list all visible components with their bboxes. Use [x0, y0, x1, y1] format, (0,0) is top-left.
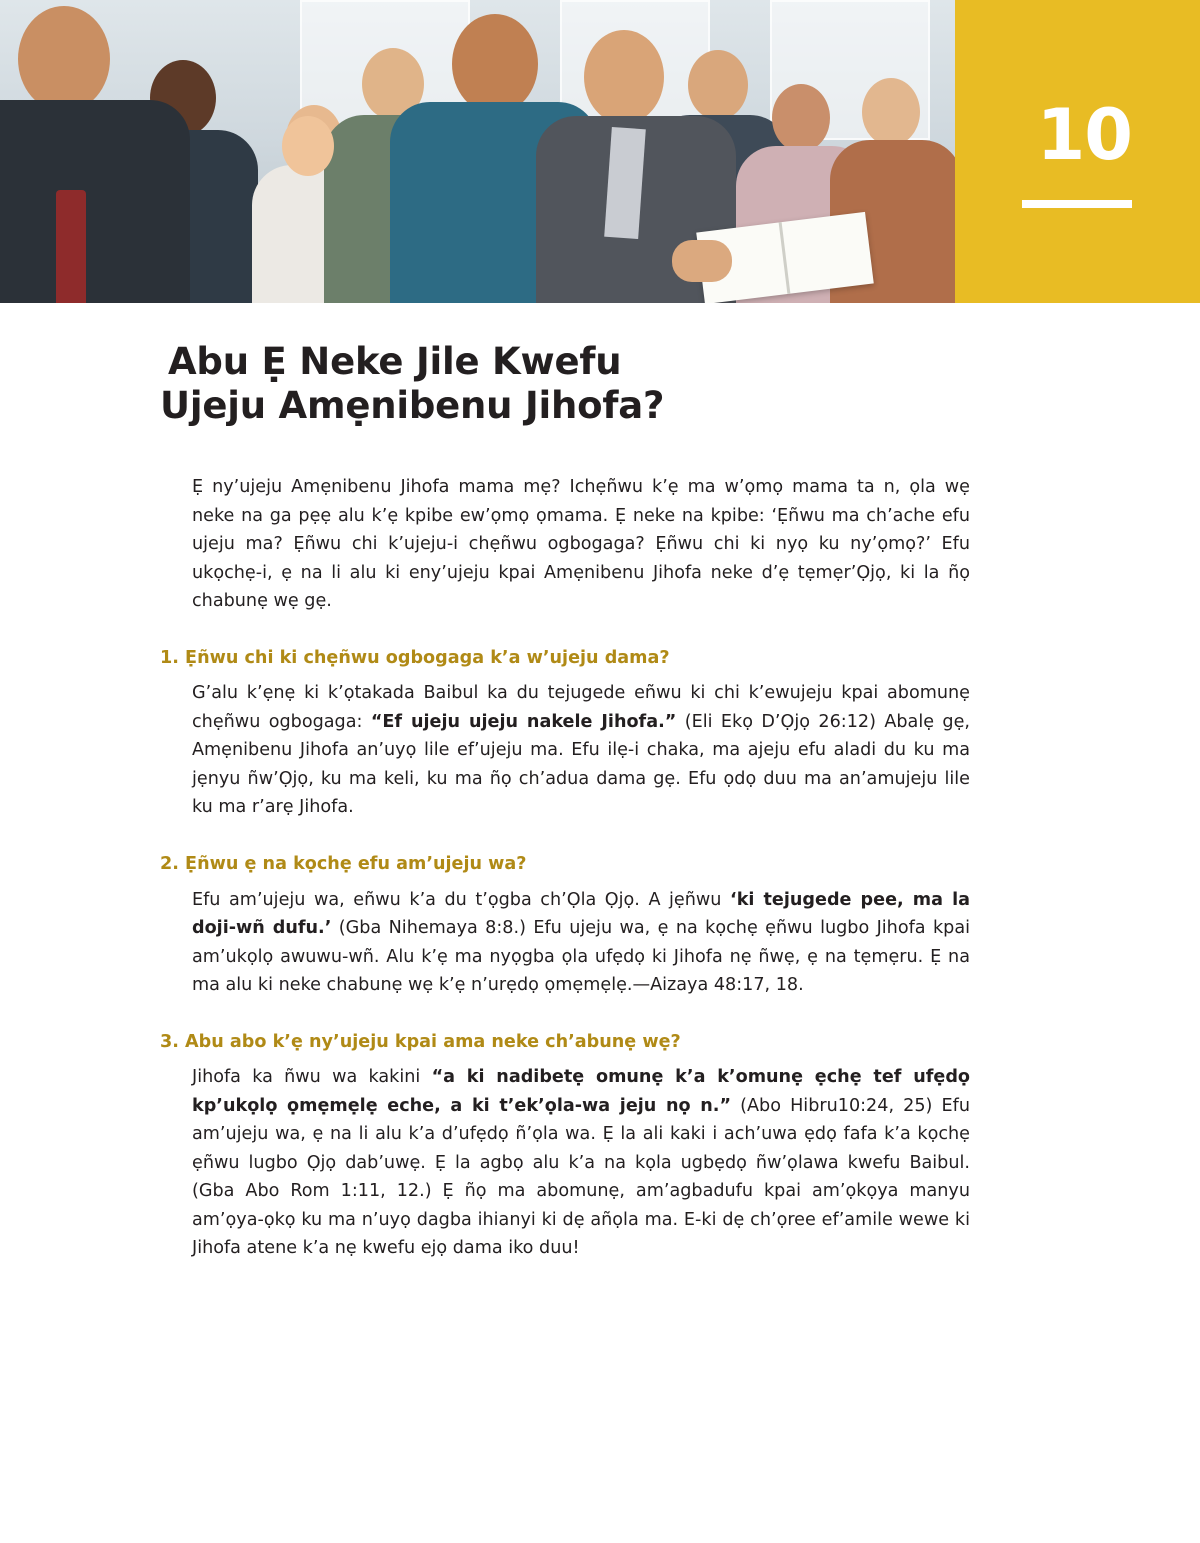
- question-heading-1: 1. Ẹñwu chi ki chẹñwu ogbogaga k’a w’ujeju dama?: [160, 647, 670, 668]
- child-head: [282, 116, 334, 176]
- page-header: [0, 0, 1200, 303]
- title-line-2: Ujeju Amẹnibenu Jihofa?: [160, 383, 665, 427]
- question-item-1: [160, 646, 1090, 822]
- person-head: [862, 78, 920, 146]
- person-head: [18, 6, 110, 112]
- quoted-text: “a ki nadibetẹ omunẹ k’a k’omunẹ ẹchẹ tef ufẹdọ kp’ukọlọ ọmẹmẹlẹ eche, a ki t’ek’ọla-wa jeju nọ n.”: [192, 1067, 970, 1116]
- person-head: [772, 84, 830, 152]
- quoted-text: “Ef ujeju ujeju nakele Jihofa.”: [370, 711, 677, 732]
- question-item-2: [160, 852, 1090, 1000]
- page-title: [160, 340, 1090, 427]
- person-head: [688, 50, 748, 120]
- question-item-3: [160, 1030, 1090, 1263]
- body-text: (Eli Ekọ D’Ọjọ 26:12) Abalẹ gẹ, Amẹnibenu Jihofa an’uyọ lile ef’ujeju ma. Efu ilẹ-i chaka, ma ajeju efu aladi du ku ma jẹnyu ñw’Ọjọ, ku ma keli, ku ma ñọ ch’adua dama gẹ. Efu ọdọ duu ma an’amujeju lile ku ma r’arẹ Jihofa.: [192, 711, 971, 818]
- hero-photo: [0, 0, 955, 303]
- body-text: G’alu k’ẹnẹ ki k’ọtakada Baibul ka du tejugede eñwu ki chi k’ewujeju kpai abomunẹ chẹñwu ogbogaga:: [192, 683, 970, 732]
- quoted-text: ‘ki tejugede pee, ma la doji-wñ dufu.’: [192, 889, 970, 939]
- question-heading-2: 2. Ẹñwu ẹ na kọchẹ efu am’ujeju wa?: [160, 853, 527, 874]
- page-number-block: [955, 0, 1200, 303]
- congregation-scene: [0, 0, 955, 303]
- body-text: Efu am’ujeju wa, eñwu k’a du t’ọgba ch’Ọla Ọjọ. A jẹñwu: [192, 889, 731, 910]
- hand: [672, 240, 732, 282]
- person-head: [584, 30, 664, 124]
- page-number-underline: [1022, 200, 1132, 208]
- question-body-1: [192, 679, 970, 822]
- person-body: [0, 100, 190, 303]
- question-heading-3: 3. Abu abo k’ẹ ny’ujeju kpai ama neke ch’abunẹ wẹ?: [160, 1031, 681, 1052]
- question-body-2: [192, 886, 970, 1000]
- lead-paragraph: Ẹ ny’ujeju Amẹnibenu Jihofa mama mẹ? Ichẹñwu k’ẹ ma w’ọmọ mama ta n, ọla wẹ neke na ga pẹẹ alu k’ẹ kpibe ew’ọmọ ọmama. Ẹ neke na kpibe: ‘Ẹñwu ma ch’ache efu ujeju ma? Ẹñwu chi k’ujeju-i chẹñwu ogbogaga? Ẹñwu chi ki nyọ ku ny’ọmọ?’ Efu ukọchẹ-i, ẹ na li alu ki eny’ujeju kpai Amẹnibenu Jihofa neke d’ẹ tẹmẹr’Ọjọ, ki la ñọ chabunẹ wẹ gẹ.: [192, 477, 970, 612]
- question-list: [160, 646, 1090, 1263]
- body-text: (Abo Hibru10:24, 25) Efu am’ujeju wa, ẹ na li alu k’a d’ufẹdọ ñ’ọla wa. Ẹ la ali kaki i ach’uwa ẹdọ fafa k’a kọchẹ ẹñwu lugbo Ọjọ dab’uwẹ. Ẹ la agbọ alu k’a na kọla ugbẹdọ ñw’ọlawa kwefu Baibul. (Gba Abo Rom 1:11, 12.) Ẹ ñọ ma abomunẹ, am’agbadufu kpai am’ọkọya manyu am’ọya-ọkọ ku ma n’uyọ dagba ihianyi ki dẹ añọla ma. E-ki dẹ ch’ọree ef’amile wewe ki Jihofa atene k’a nẹ kwefu ejọ dama iko duu!: [192, 1095, 970, 1259]
- necktie: [56, 190, 86, 303]
- person-head: [452, 14, 538, 114]
- body-text: (Gba Nihemaya 8:8.) Efu ujeju wa, ẹ na kọchẹ ẹñwu lugbo Jihofa kpai am’ukọlọ awuwu-wñ. Alu k’ẹ ma nyọgba ọla ufẹdọ ki Jihofa nẹ ñwẹ, ẹ na tẹmẹru. Ẹ na ma alu ki neke chabunẹ wẹ k’ẹ n’urẹdọ ọmẹmẹlẹ.—Aizaya 48:17, 18.: [192, 918, 970, 996]
- body-text: Jihofa ka ñwu wa kakini: [192, 1067, 432, 1088]
- article-content: [0, 340, 1200, 1263]
- title-line-1: Abu Ẹ Neke Jile Kwefu: [168, 340, 622, 383]
- page-number: 10: [1036, 94, 1132, 176]
- question-body-3: [192, 1063, 970, 1263]
